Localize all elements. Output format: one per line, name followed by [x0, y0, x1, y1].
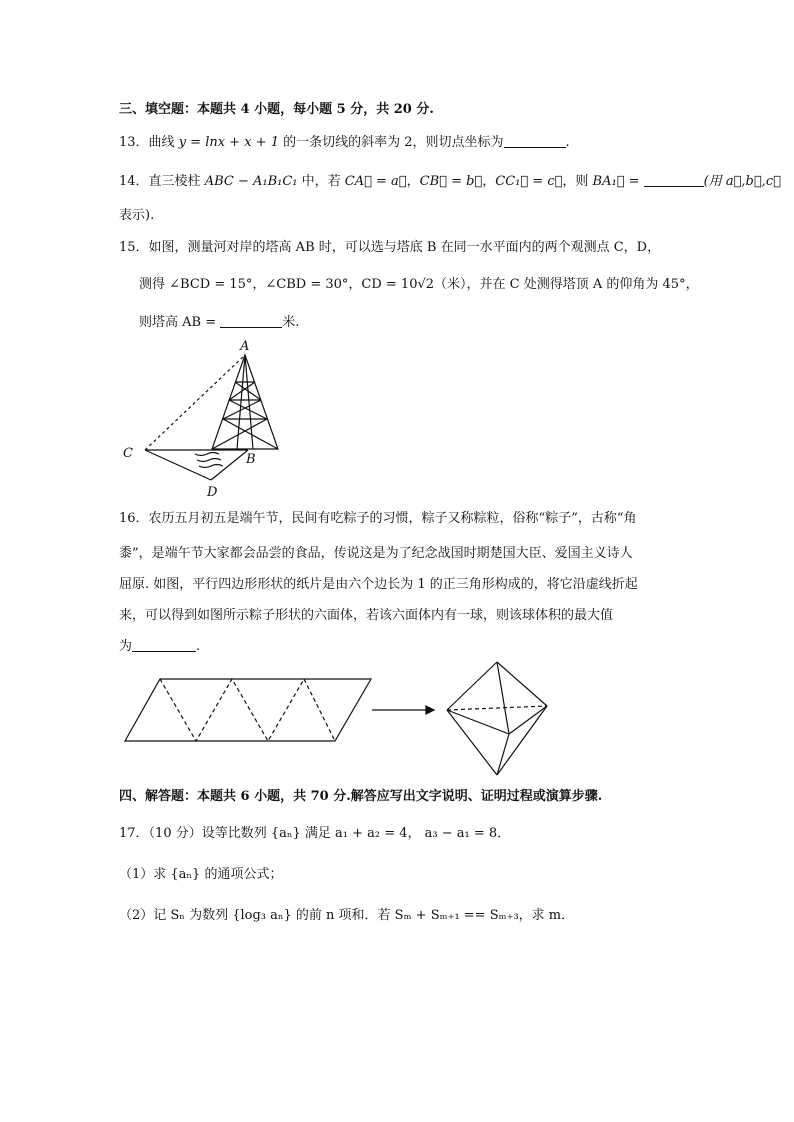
question-number: 13． — [119, 135, 149, 150]
hexahedron-edge — [447, 662, 497, 710]
question-13 — [119, 133, 570, 152]
hexahedron-edge — [447, 710, 497, 775]
question-number: 16． — [119, 511, 149, 526]
question-17 — [119, 825, 510, 843]
question-16-line-4: 来，可以得到如图所示粽子形状的六面体，若该六面体内有一球，则该球体积的最大值 — [119, 608, 614, 623]
question-number: 15． — [119, 240, 149, 255]
question-text: （10 分）设等比数列 {aₙ} 满足 a₁ + a₂ = 4， a₃ − a₁ = 8． — [148, 826, 511, 841]
question-14-line-2: 表示). — [119, 208, 155, 223]
question-tail: . — [565, 135, 570, 150]
separator: ， — [406, 174, 420, 189]
point-label-a: A — [240, 339, 250, 354]
question-17-part-1: （1）求 {aₙ} 的通项公式； — [119, 867, 283, 882]
question-15 — [119, 239, 660, 257]
vector-ba1: BA₁⃗ = — [592, 174, 640, 189]
question-15-line-2: 测得 ∠BCD = 15°，∠CBD = 30°，CD = 10√2（米），并在 C 处测得塔顶 A 的仰角为 45°， — [139, 277, 699, 292]
question-15-line-3 — [139, 313, 299, 332]
question-text: 直三棱柱 — [148, 174, 205, 189]
vector-cb: CB⃗ = b⃗ — [419, 174, 483, 189]
tower-brace — [212, 419, 267, 449]
hexahedron-edge — [497, 662, 547, 706]
river-wave — [199, 465, 223, 468]
question-text: 为 — [119, 639, 133, 654]
tower-brace — [229, 382, 255, 400]
hexahedron-edge — [497, 706, 547, 775]
answer-blank — [644, 172, 704, 187]
tower-brace — [223, 419, 278, 449]
hexahedron-edge — [497, 662, 509, 734]
question-16-line-2: 黍”，是端午节大家都会品尝的食品，传说这是为了纪念战国时期楚国大臣、爱国主义诗人 — [119, 546, 633, 561]
question-text: 曲线 — [148, 135, 179, 150]
tower-brace — [235, 382, 261, 400]
point-label-d: D — [207, 485, 218, 500]
question-number: 17． — [119, 826, 149, 841]
section-4-heading: 四、解答题：本题共 6 小题，共 70 分.解答应写出文字说明、证明过程或演算步骤. — [119, 789, 603, 804]
question-16-line-5 — [119, 637, 200, 656]
line-of-sight-ca — [145, 355, 245, 450]
prism-formula: ABC − A₁B₁C₁ — [204, 174, 298, 189]
question-tail: . — [196, 639, 201, 654]
vector-ca: CA⃗ = a⃗ — [344, 174, 407, 189]
question-text: 中，若 — [297, 174, 345, 189]
question-number: 14． — [119, 174, 149, 189]
question-tail: (用 a⃗,b⃗,c⃗ — [703, 174, 781, 189]
tower-outline — [212, 355, 278, 449]
question-16-line-3: 屈原. 如图，平行四边形形状的纸片是由六个边长为 1 的正三角形构成的，将它沿虚线折起 — [119, 577, 638, 592]
hexahedron-edge — [497, 734, 509, 775]
arrow-head — [426, 706, 434, 714]
tower-leg — [237, 355, 245, 449]
question-text: 的一条切线的斜率为 2，则切点坐标为 — [278, 135, 504, 150]
question-text: 农历五月初五是端午节，民间有吃粽子的习惯，粽子又称粽粒，俗称“粽子”，古称“角 — [148, 511, 637, 526]
question-text: 则塔高 AB = — [139, 315, 217, 330]
hexahedron-edge — [447, 710, 509, 734]
point-label-c: C — [123, 446, 133, 461]
answer-blank — [504, 133, 566, 148]
question-tail: 米. — [282, 315, 300, 330]
question-text: ，则 — [562, 174, 593, 189]
question-text: 如图，测量河对岸的塔高 AB 时，可以选与塔底 B 在同一水平面内的两个观测点 C，D， — [148, 240, 661, 255]
river-wave — [197, 459, 221, 462]
vector-cc1: CC₁⃗ = c⃗ — [495, 174, 563, 189]
question-14 — [119, 172, 781, 191]
section-3-heading: 三、填空题：本题共 4 小题，每小题 5 分，共 20 分. — [119, 102, 434, 117]
separator: ， — [482, 174, 496, 189]
hexahedron-edge — [509, 706, 547, 734]
segment-cd — [145, 450, 211, 480]
river-wave — [195, 453, 219, 456]
hexahedron-hidden-edge — [447, 706, 547, 710]
segment-db — [211, 450, 248, 480]
tower-brace — [229, 400, 267, 419]
answer-blank — [132, 637, 196, 652]
fold-lines — [160, 679, 335, 741]
tower-leg — [245, 355, 253, 449]
parallelogram-net — [125, 679, 371, 741]
answer-blank — [220, 313, 282, 328]
question-16 — [119, 510, 637, 528]
tower-brace — [223, 400, 261, 419]
question-17-part-2: （2）记 Sₙ 为数列 {log₃ aₙ} 的前 n 项和．若 Sₘ + Sₘ₊₁ == Sₘ₊₃，求 m． — [119, 908, 575, 923]
point-label-b: B — [246, 452, 256, 467]
curve-formula: y = lnx + x + 1 — [178, 135, 279, 150]
